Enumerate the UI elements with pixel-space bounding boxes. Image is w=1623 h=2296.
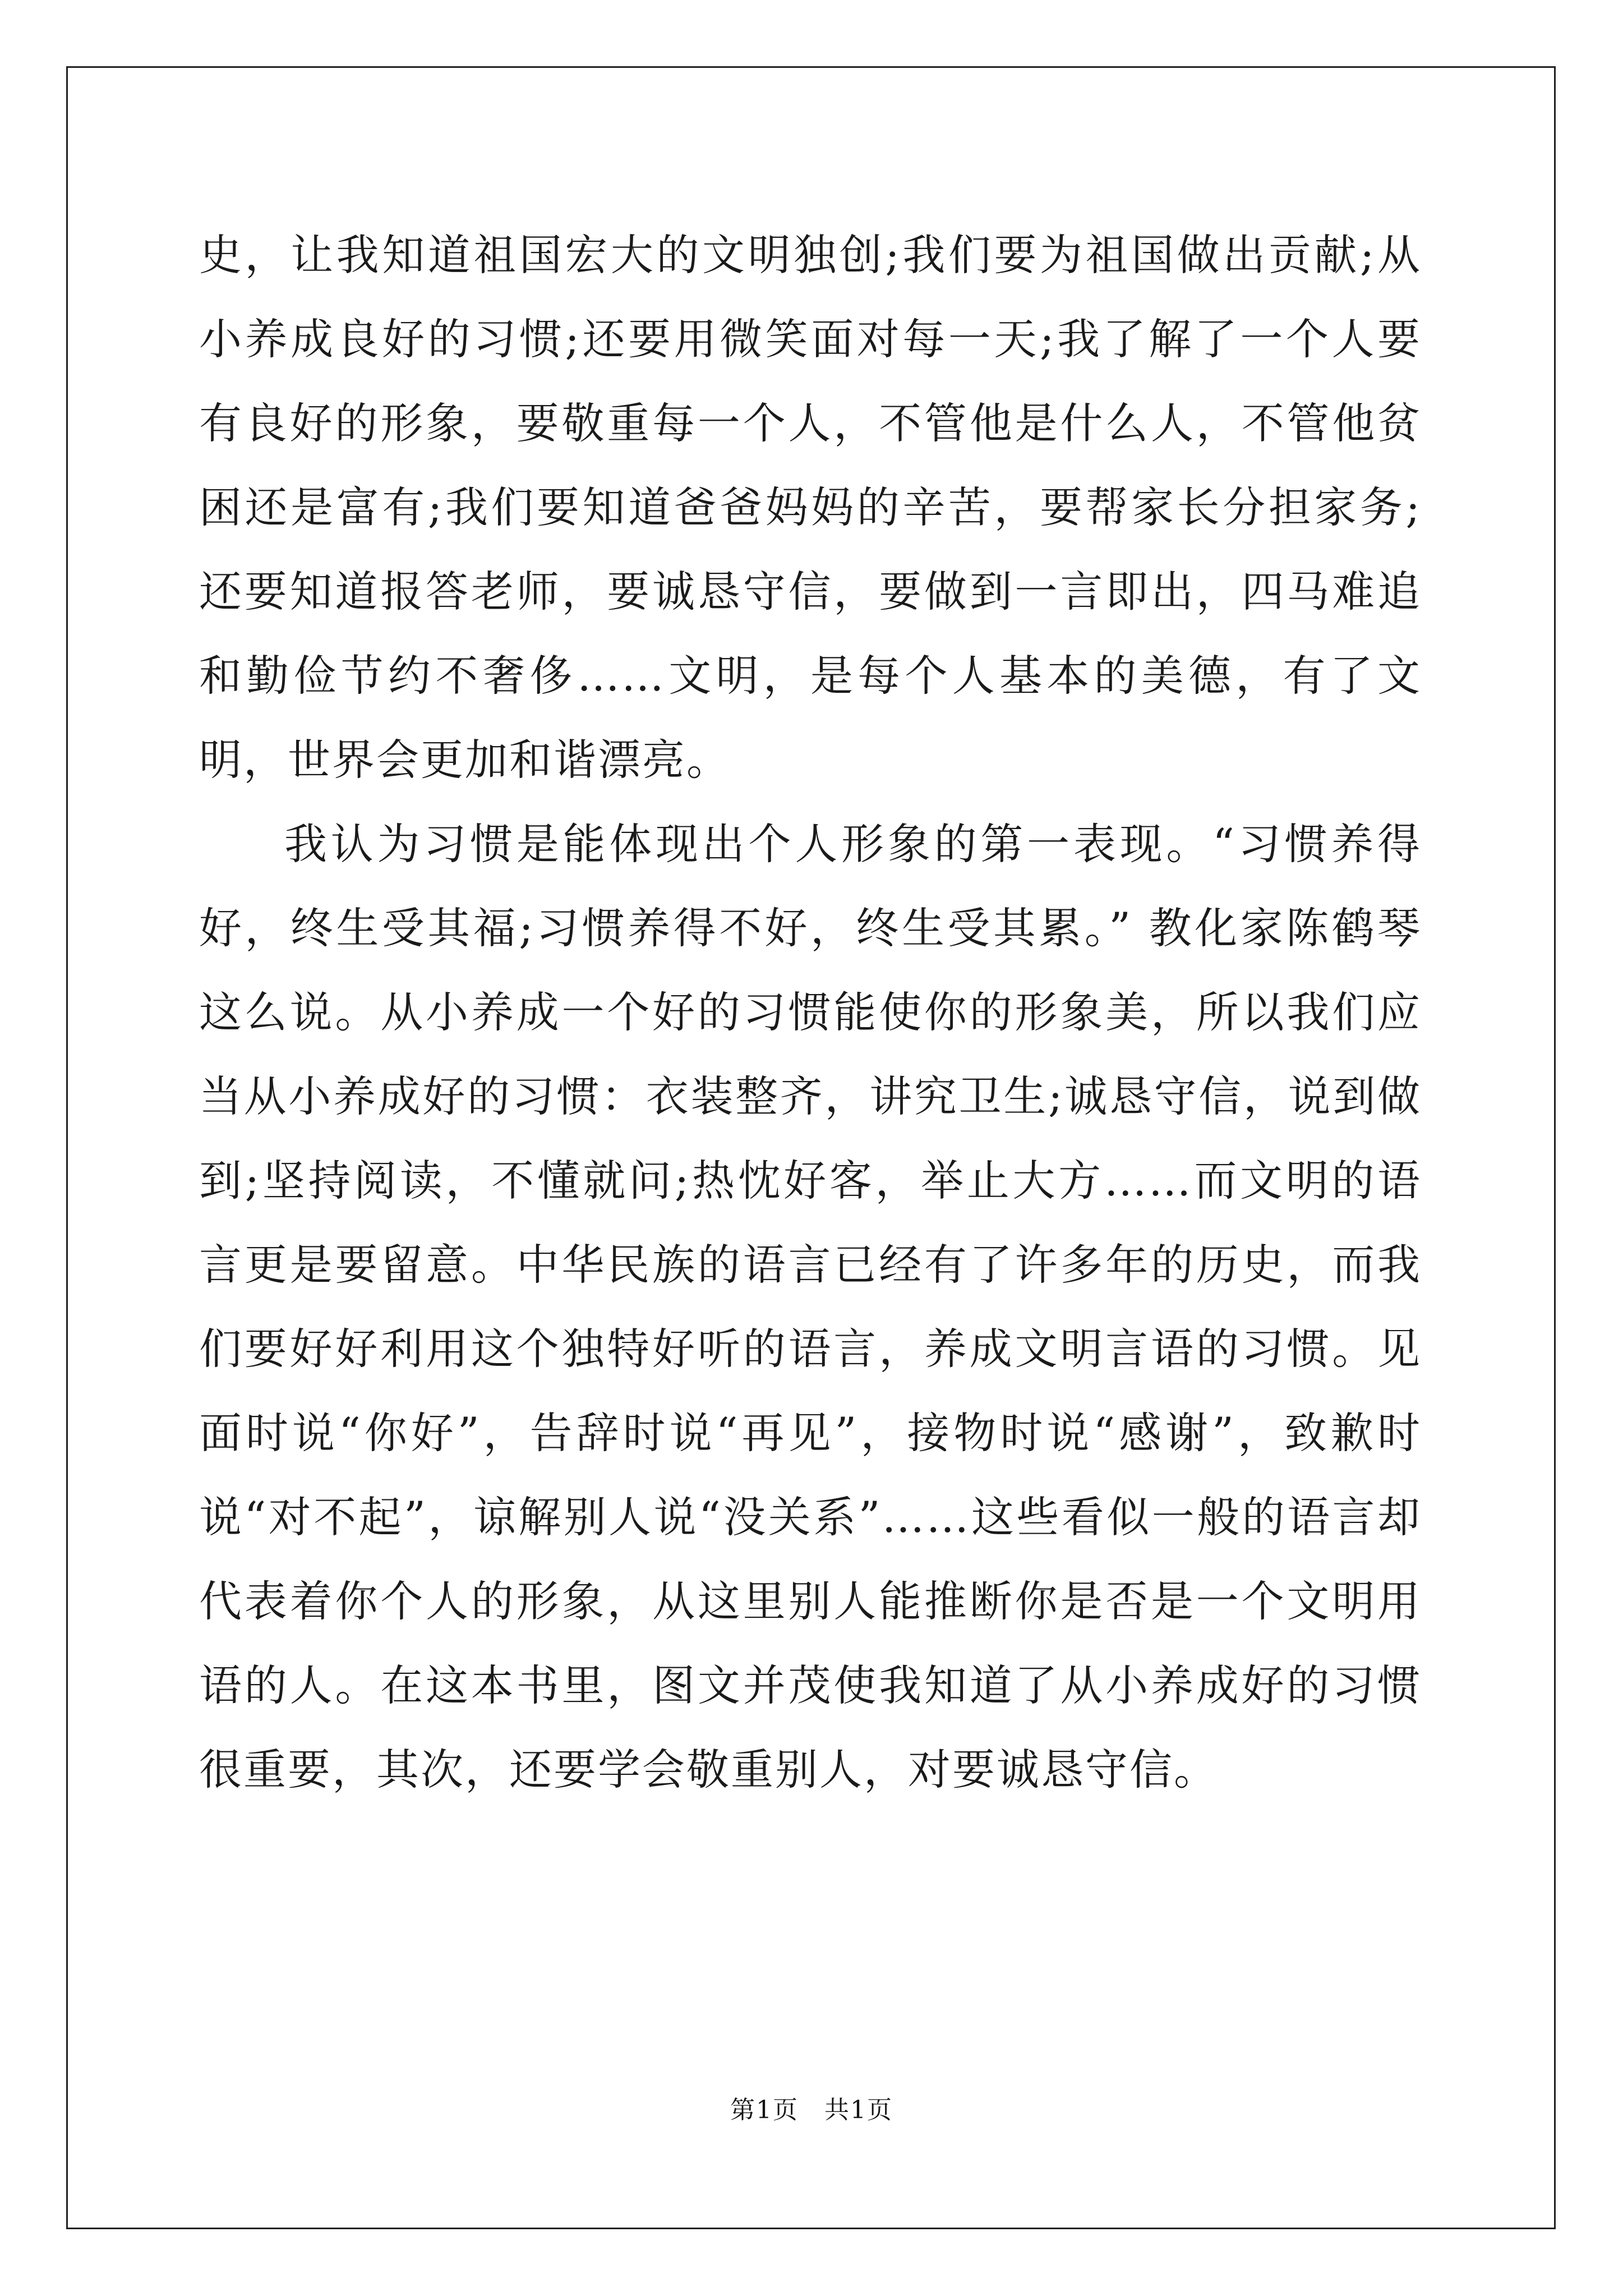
document-body	[199, 213, 1422, 1812]
page-footer: 第1页 共1页	[730, 2096, 893, 2124]
paragraph-2: 我认为习惯是能体现出个人形象的第一表现。“习惯养得好，终生受其福;习惯养得不好，终生受其累。” 教化家陈鹤琴这么说。从小养成一个好的习惯能使你的形象美，所以我们应当从小养成好的习惯：衣装整齐，讲究卫生;诚恳守信，说到做到;坚持阅读，不懂就问;热忱好客，举止大方……而文明的语言更是要留意。中华民族的语言已经有了许多年的历史，而我们要好好利用这个独特好听的语言，养成文明言语的习惯。见面时说“你好”，告辞时说“再见”，接物时说“感谢”，致歉时说“对不起”，谅解别人说“没关系”……这些看似一般的语言却代表着你个人的形象，从这里别人能推断你是否是一个文明用语的人。在这本书里，图文并茂使我知道了从小养成好的习惯很重要，其次，还要学会敬重别人，对要诚恳守信。	[199, 819, 1422, 1795]
paragraph-1: 史，让我知道祖国宏大的文明独创;我们要为祖国做出贡献;从小养成良好的习惯;还要用微笑面对每一天;我了解了一个人要有良好的形象，要敬重每一个人，不管他是什么人，不管他贫困还是富有;我们要知道爸爸妈妈的辛苦，要帮家长分担家务;还要知道报答老师，要诚恳守信，要做到一言即出，四马难追和勤俭节约不奢侈……文明，是每个人基本的美德，有了文明，世界会更加和谐漂亮。	[199, 230, 1422, 785]
